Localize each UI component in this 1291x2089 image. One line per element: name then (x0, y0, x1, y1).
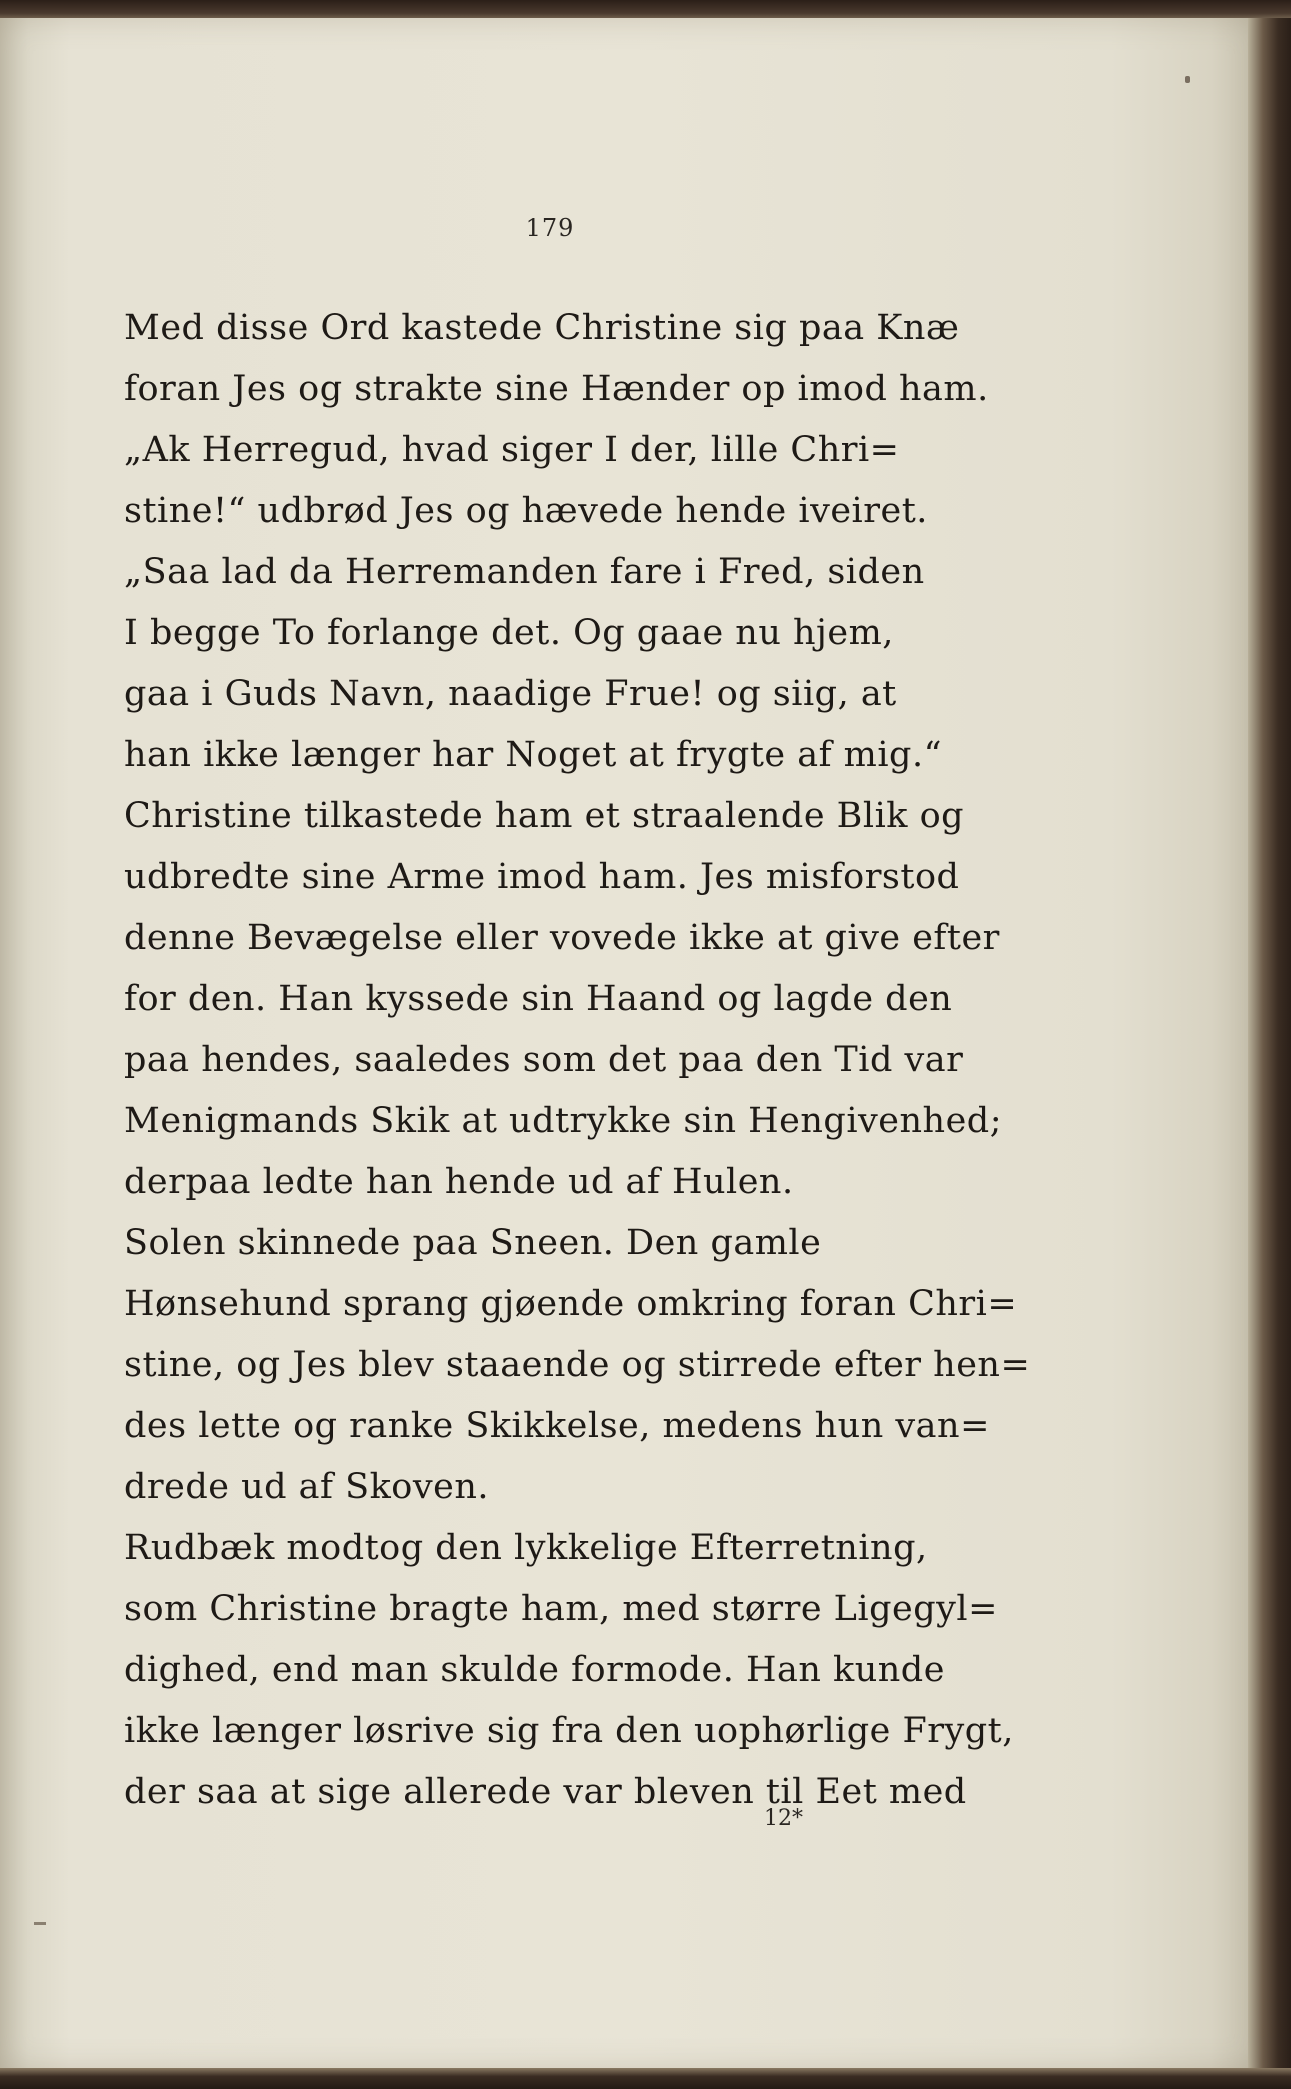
text-line: „Ak Herregud, hvad siger I der, lille Chri= (124, 430, 900, 470)
text-line: for den. Han kyssede sin Haand og lagde den (124, 979, 953, 1019)
text-line: der saa at sige allerede var bleven til Eet med (124, 1772, 967, 1812)
text-line: derpaa ledte han hende ud af Hulen. (124, 1162, 794, 1202)
text-line: Christine tilkastede ham et straalende Blik og (124, 796, 965, 836)
text-line: som Christine bragte ham, med større Ligegyl= (124, 1589, 998, 1629)
text-line: Med disse Ord kastede Christine sig paa Knæ (124, 308, 960, 348)
text-line: Menigmands Skik at udtrykke sin Hengivenhed; (124, 1101, 1002, 1141)
text-line: des lette og ranke Skikkelse, medens hun van= (124, 1406, 990, 1446)
text-line: I begge To forlange det. Og gaae nu hjem, (124, 613, 894, 653)
text-line: dighed, end man skulde formode. Han kunde (124, 1650, 945, 1690)
text-line: stine!“ udbrød Jes og hævede hende iveiret. (124, 491, 928, 531)
text-line: paa hendes, saaledes som det paa den Tid var (124, 1040, 964, 1080)
text-line: udbredte sine Arme imod ham. Jes misforstod (124, 857, 960, 897)
page-bottom-edge (0, 2068, 1291, 2089)
text-line: gaa i Guds Navn, naadige Frue! og siig, at (124, 674, 897, 714)
text-line: foran Jes og strakte sine Hænder op imod ham. (124, 369, 989, 409)
paper-mark (34, 1922, 46, 1925)
page-number: 179 (525, 214, 575, 242)
text-line: Rudbæk modtog den lykkelige Efterretning, (124, 1528, 928, 1568)
signature-mark: 12* (764, 1806, 803, 1831)
paper-speck (1185, 76, 1190, 83)
page-fore-edge (1248, 18, 1291, 2070)
text-line: drede ud af Skoven. (124, 1467, 490, 1507)
text-line: stine, og Jes blev staaende og stirrede efter hen= (124, 1345, 1031, 1385)
text-line: han ikke længer har Noget at frygte af mig.“ (124, 735, 942, 775)
text-line: Hønsehund sprang gjøende omkring foran Chri= (124, 1284, 1018, 1324)
text-line: denne Bevægelse eller vovede ikke at give efter (124, 918, 1000, 958)
text-line: „Saa lad da Herremanden fare i Fred, siden (124, 552, 925, 592)
text-line: ikke længer løsrive sig fra den uophørlige Frygt, (124, 1711, 1014, 1751)
text-line: Solen skinnede paa Sneen. Den gamle (124, 1223, 822, 1263)
